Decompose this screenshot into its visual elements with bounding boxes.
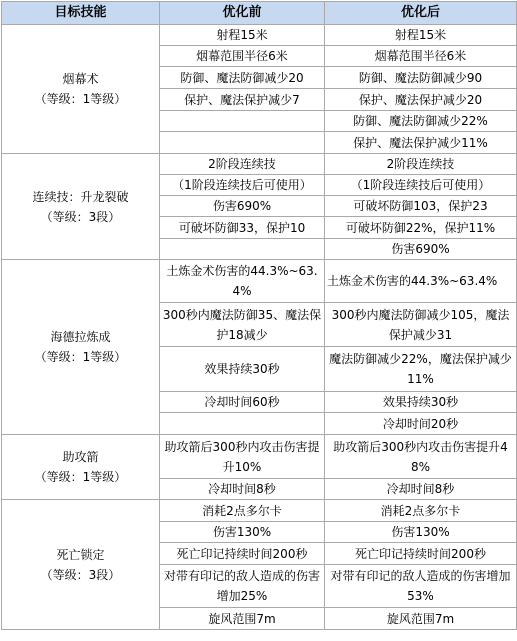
header-target-skill: 目标技能 xyxy=(2,2,160,25)
before-value-cell: （1阶段连续技后可使用） xyxy=(160,175,325,196)
skill-cell xyxy=(2,154,160,260)
after-value-cell: 伤害690% xyxy=(325,239,517,260)
skill-name: 死亡锁定 xyxy=(56,547,105,562)
after-value-cell: 伤害130% xyxy=(325,522,517,543)
after-value-cell: 防御、魔法防御减少90 xyxy=(325,67,517,89)
before-value-cell: 土炼金术伤害的44.3%~63.4% xyxy=(160,260,325,303)
after-value-cell: 旋风范围7m xyxy=(325,608,517,630)
before-value-cell: 效果持续30秒 xyxy=(160,347,325,392)
before-value-cell: 2阶段连续技 xyxy=(160,154,325,175)
skill-level: （等级：3段） xyxy=(40,567,121,582)
header-before-optimization: 优化前 xyxy=(160,2,325,25)
after-value-cell: 助攻箭后300秒内攻击伤害提升48% xyxy=(325,435,517,479)
before-value-cell: 可破坏防御33，保护10 xyxy=(160,217,325,239)
skill-cell xyxy=(2,25,160,154)
before-value-cell: 助攻箭后300秒内攻击伤害提升10% xyxy=(160,435,325,479)
skill-name: 助攻箭 xyxy=(62,450,99,464)
after-value-cell: 防御、魔法防御减少22% xyxy=(325,111,517,132)
before-value-cell: 消耗2点多尔卡 xyxy=(160,500,325,522)
before-value-cell: 300秒内魔法防御35、魔法保护18减少 xyxy=(160,303,325,347)
before-value-cell xyxy=(160,413,325,435)
table-row xyxy=(2,260,517,303)
after-value-cell: 对带有印记的敌人造成的伤害增加53% xyxy=(325,565,517,608)
skill-level: （等级：1等级） xyxy=(34,350,127,364)
after-value-cell: 300秒内魔法防御减少105，魔法保护减少31 xyxy=(325,303,517,347)
after-value-cell: 2阶段连续技 xyxy=(325,154,517,175)
header-row xyxy=(2,2,517,25)
skill-comparison-table xyxy=(1,1,517,630)
after-value-cell: 魔法防御减少22%，魔法保护减少11% xyxy=(325,347,517,392)
table-row xyxy=(2,435,517,479)
before-value-cell: 伤害690% xyxy=(160,196,325,217)
skill-cell xyxy=(2,500,160,630)
after-value-cell: 烟幕范围半径6米 xyxy=(325,46,517,67)
before-value-cell xyxy=(160,239,325,260)
before-value-cell: 旋风范围7m xyxy=(160,608,325,630)
after-value-cell: 可破坏防御103，保护23 xyxy=(325,196,517,217)
before-value-cell: 烟幕范围半径6米 xyxy=(160,46,325,67)
after-value-cell: 土炼金术伤害的44.3%~63.4% xyxy=(325,260,517,303)
header-after-optimization: 优化后 xyxy=(325,2,517,25)
before-value-cell xyxy=(160,111,325,132)
skill-name: 海德拉炼成 xyxy=(50,330,111,344)
table-row xyxy=(2,154,517,175)
after-value-cell: 射程15米 xyxy=(325,25,517,46)
before-value-cell: 对带有印记的敌人造成的伤害增加25% xyxy=(160,565,325,608)
after-value-cell: 保护、魔法保护减少20 xyxy=(325,89,517,111)
after-value-cell: 死亡印记持续时间200秒 xyxy=(325,543,517,565)
before-value-cell: 防御、魔法防御减少20 xyxy=(160,67,325,89)
skill-cell xyxy=(2,260,160,435)
before-value-cell: 死亡印记持续时间200秒 xyxy=(160,543,325,565)
skill-cell xyxy=(2,435,160,500)
skill-level: （等级：1等级） xyxy=(34,470,127,484)
skill-level: （等级：1等级） xyxy=(34,92,127,106)
before-value-cell: 射程15米 xyxy=(160,25,325,46)
skill-name: 烟幕术 xyxy=(62,72,99,86)
before-value-cell: 伤害130% xyxy=(160,522,325,543)
before-value-cell: 冷却时间8秒 xyxy=(160,479,325,500)
table-row xyxy=(2,500,517,522)
after-value-cell: 效果持续30秒 xyxy=(325,392,517,413)
before-value-cell: 保护、魔法保护减少7 xyxy=(160,89,325,111)
after-value-cell: 可破坏防御22%，保护11% xyxy=(325,217,517,239)
skill-name: 连续技：升龙裂破 xyxy=(32,189,129,204)
before-value-cell: 冷却时间60秒 xyxy=(160,392,325,413)
after-value-cell: （1阶段连续技后可使用） xyxy=(325,175,517,196)
after-value-cell: 保护、魔法保护减少11% xyxy=(325,132,517,154)
after-value-cell: 冷却时间8秒 xyxy=(325,479,517,500)
after-value-cell: 冷却时间20秒 xyxy=(325,413,517,435)
after-value-cell: 消耗2点多尔卡 xyxy=(325,500,517,522)
table-body xyxy=(2,25,517,630)
table-row xyxy=(2,25,517,46)
before-value-cell xyxy=(160,132,325,154)
skill-level: （等级：3段） xyxy=(40,209,121,224)
